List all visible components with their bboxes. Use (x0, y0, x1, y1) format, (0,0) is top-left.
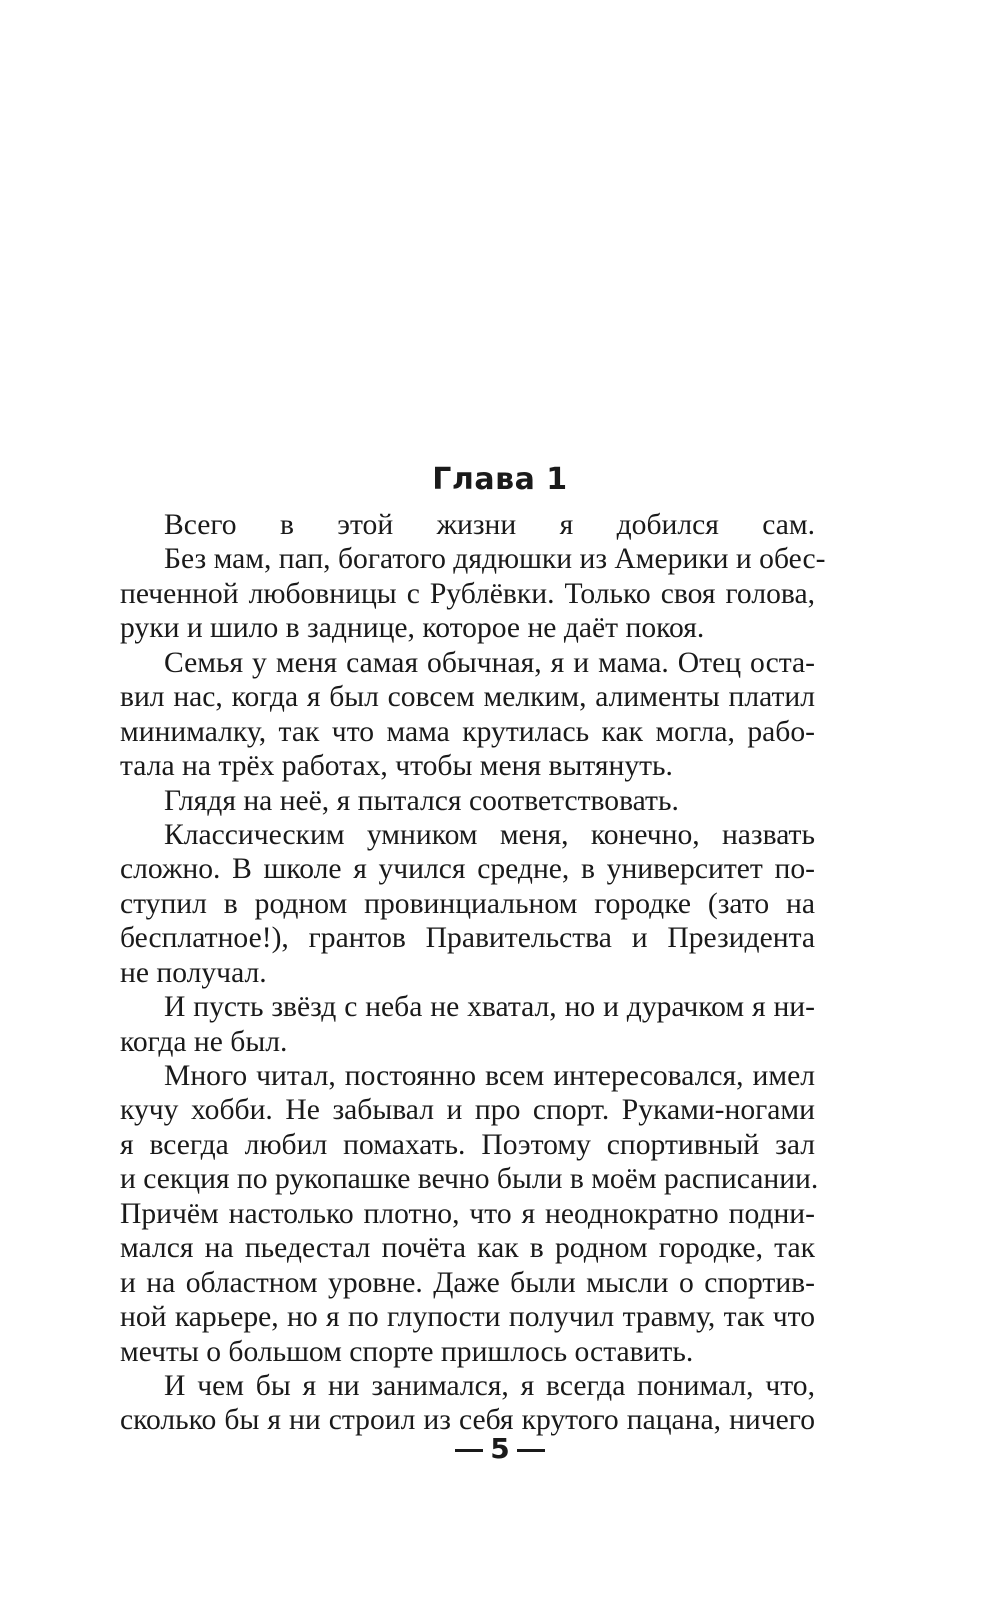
text-line: и секция по рукопашке вечно были в моём расписании. (120, 1163, 819, 1196)
chapter-title: Глава 1 (432, 462, 568, 497)
text-line: Без мам, пап, богатого дядюшки из Америки и обес- (164, 543, 826, 576)
text-line: бесплатное!), грантов Правительства и Президента (120, 922, 815, 955)
text-line: мечты о большом спорте пришлось оставить. (120, 1335, 694, 1368)
dash-right (517, 1449, 545, 1452)
text-line: мался на пьедестал почёта как в родном городке, так (120, 1232, 815, 1265)
text-line: когда не был. (120, 1025, 288, 1058)
text-line: ступил в родном провинциальном городке (зато на (120, 887, 815, 920)
text-line: кучу хобби. Не забывал и про спорт. Руками-ногами (120, 1094, 815, 1127)
text-line: Много читал, постоянно всем интересовался, имел (164, 1060, 815, 1092)
dash-left (455, 1449, 483, 1452)
text-line: Классическим умником меня, конечно, назвать (164, 818, 815, 851)
text-line: тала на трёх работах, чтобы меня вытянуть. (120, 750, 673, 783)
text-line: печенной любовницы с Рублёвки. Только своя голова, (120, 577, 815, 610)
text-line: И чем бы я ни занимался, я всегда понимал, что, (164, 1369, 815, 1402)
text-line: руки и шило в заднице, которое не даёт покоя. (120, 612, 705, 645)
text-line: сложно. В школе я учился средне, в университет по- (120, 853, 815, 886)
text-line: ной карьере, но я по глупости получил травму, так что (120, 1301, 815, 1334)
text-line: сколько бы я ни строил из себя крутого пацана, ничего (120, 1404, 815, 1437)
page-number-value: 5 (490, 1432, 510, 1465)
page-number (0, 1432, 1000, 1465)
text-line: Семья у меня самая обычная, я и мама. Отец оста- (164, 646, 815, 679)
text-line: и на областном уровне. Даже были мысли о спортив- (120, 1266, 815, 1299)
text-line: минималку, так что мама крутилась как могла, рабо- (120, 715, 815, 748)
text-line: Всего в этой жизни я добился сам. (164, 509, 815, 541)
text-line: не получал. (120, 956, 267, 989)
text-line: Глядя на неё, я пытался соответствовать. (164, 784, 679, 817)
text-line: я всегда любил помахать. Поэтому спортивный зал (120, 1128, 815, 1161)
text-line: И пусть звёзд с неба не хватал, но и дурачком я ни- (164, 991, 815, 1024)
text-line: Причём настолько плотно, что я неоднократно подни- (120, 1197, 815, 1230)
text-line: вил нас, когда я был совсем мелким, алименты платил (120, 681, 815, 714)
body-text (120, 508, 826, 1438)
